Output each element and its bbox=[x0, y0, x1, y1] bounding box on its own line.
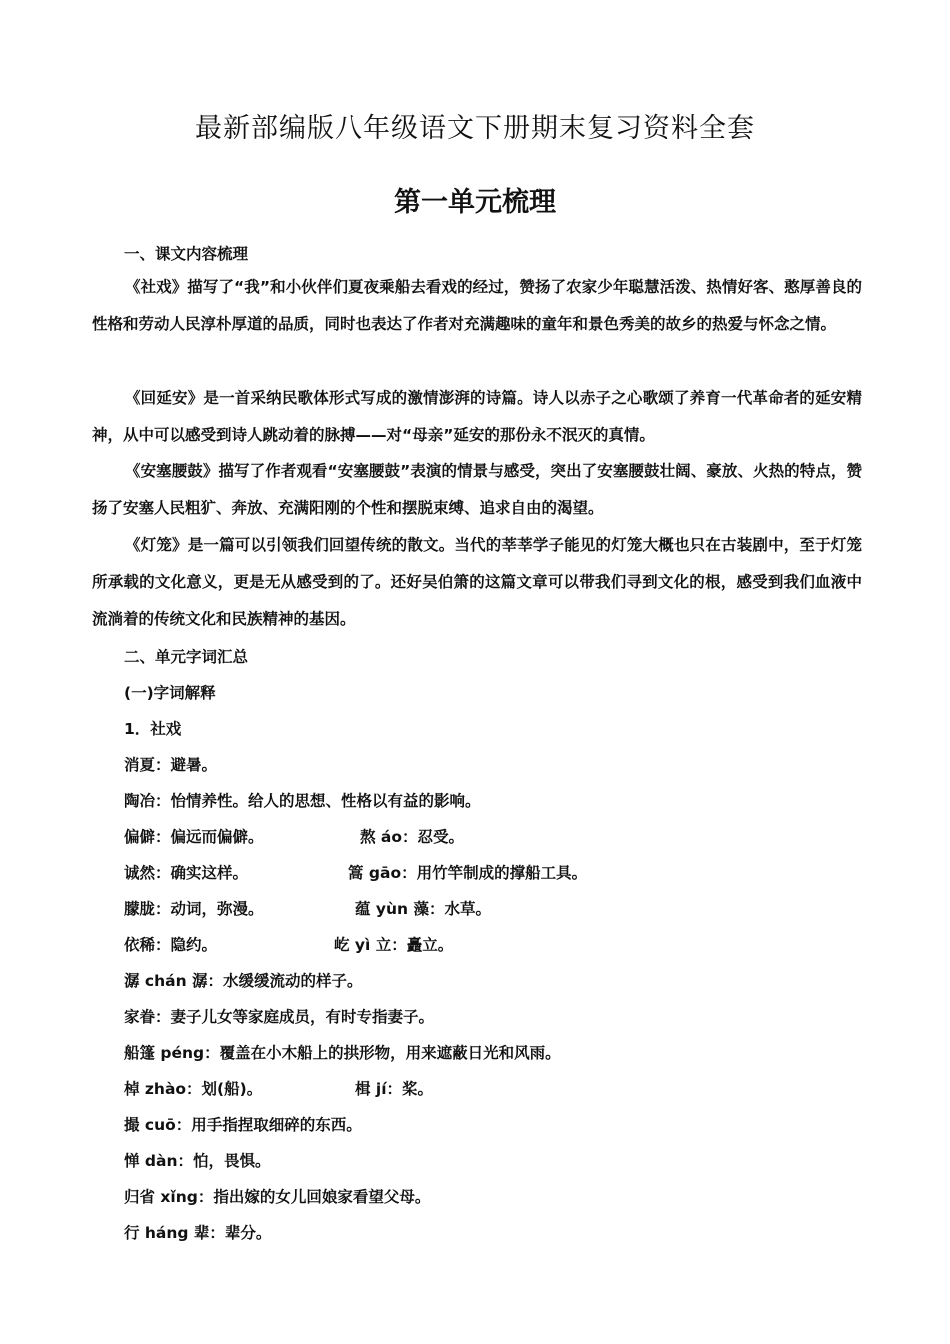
paragraph-she-xi: 《社戏》描写了“我”和小伙伴们夏夜乘船去看戏的经过，赞扬了农家少年聪慧活泼、热情好客、憨厚善良的性格和劳动人民淳朴厚道的品质，同时也表达了作者对充满趣味的童年和景色秀美的故乡的热爱与怀念之情。 bbox=[92, 278, 862, 333]
vocab-entry: 船篷 péng：覆盖在小木船上的拱形物，用来遮蔽日光和风雨。 bbox=[124, 1044, 561, 1062]
paragraph-hui-yan-an: 《回延安》是一首采纳民歌体形式写成的激情澎湃的诗篇。诗人以赤子之心歌颂了养育一代革命者的延安精神，从中可以感受到诗人跳动着的脉搏——对“母亲”延安的那份永不泯灭的真情。 bbox=[92, 389, 862, 444]
vocab-entry: 行 háng 辈：辈分。 bbox=[124, 1224, 272, 1242]
paragraph-deng-long: 《灯笼》是一篇可以引领我们回望传统的散文。当代的莘莘学子能见的灯笼大概也只在古装剧中，至于灯笼所承载的文化意义，更是无从感受到的了。还好吴伯箫的这篇文章可以带我们寻到文化的根，感受到我们血液中流淌着的传统文化和民族精神的基因。 bbox=[92, 536, 862, 628]
vocab-entry: 撮 cuō：用手指捏取细碎的东西。 bbox=[124, 1116, 362, 1134]
unit-title: 第一单元梳理 bbox=[394, 187, 556, 218]
vocab-entry: 棹 zhào：划(船)。 bbox=[124, 1080, 263, 1098]
section-heading-vocabulary: 二、单元字词汇总 bbox=[124, 648, 249, 666]
vocab-entry-right: 屹 yì 立：矗立。 bbox=[334, 936, 454, 954]
lesson-heading: 1．社戏 bbox=[124, 720, 182, 738]
vocab-entry: 家眷：妻子儿女等家庭成员，有时专指妻子。 bbox=[124, 1008, 435, 1026]
vocab-entry: 陶冶：怡情养性。给人的思想、性格以有益的影响。 bbox=[124, 792, 481, 810]
vocab-entry: 诚然：确实这样。 bbox=[124, 864, 249, 882]
vocab-entry: 偏僻：偏远而偏僻。 bbox=[124, 828, 264, 846]
vocab-entry: 依稀：隐约。 bbox=[124, 936, 218, 954]
vocab-entry-right: 楫 jí：桨。 bbox=[355, 1080, 434, 1098]
paragraph-an-sai-yao-gu: 《安塞腰鼓》描写了作者观看“安塞腰鼓”表演的情景与感受，突出了安塞腰鼓壮阔、豪放、火热的特点，赞扬了安塞人民粗犷、奔放、充满阳刚的个性和摆脱束缚、追求自由的渴望。 bbox=[92, 462, 862, 517]
vocab-entry: 惮 dàn：怕，畏惧。 bbox=[124, 1152, 271, 1170]
vocab-entry: 潺 chán 潺：水缓缓流动的样子。 bbox=[124, 972, 363, 990]
vocab-entry: 消夏：避暑。 bbox=[124, 756, 218, 774]
vocab-entry-right: 熬 áo：忍受。 bbox=[360, 828, 465, 846]
vocab-entry: 归省 xǐng：指出嫁的女儿回娘家看望父母。 bbox=[124, 1188, 431, 1206]
document-title: 最新部编版八年级语文下册期末复习资料全套 bbox=[195, 113, 755, 144]
vocab-entry-right: 蕴 yùn 藻：水草。 bbox=[355, 900, 491, 918]
subsection-heading: (一)字词解释 bbox=[124, 684, 216, 702]
section-heading-content: 一、课文内容梳理 bbox=[124, 245, 249, 263]
vocab-entry: 朦胧：动词，弥漫。 bbox=[124, 900, 264, 918]
vocab-entry-right: 篙 gāo：用竹竿制成的撑船工具。 bbox=[348, 864, 588, 882]
